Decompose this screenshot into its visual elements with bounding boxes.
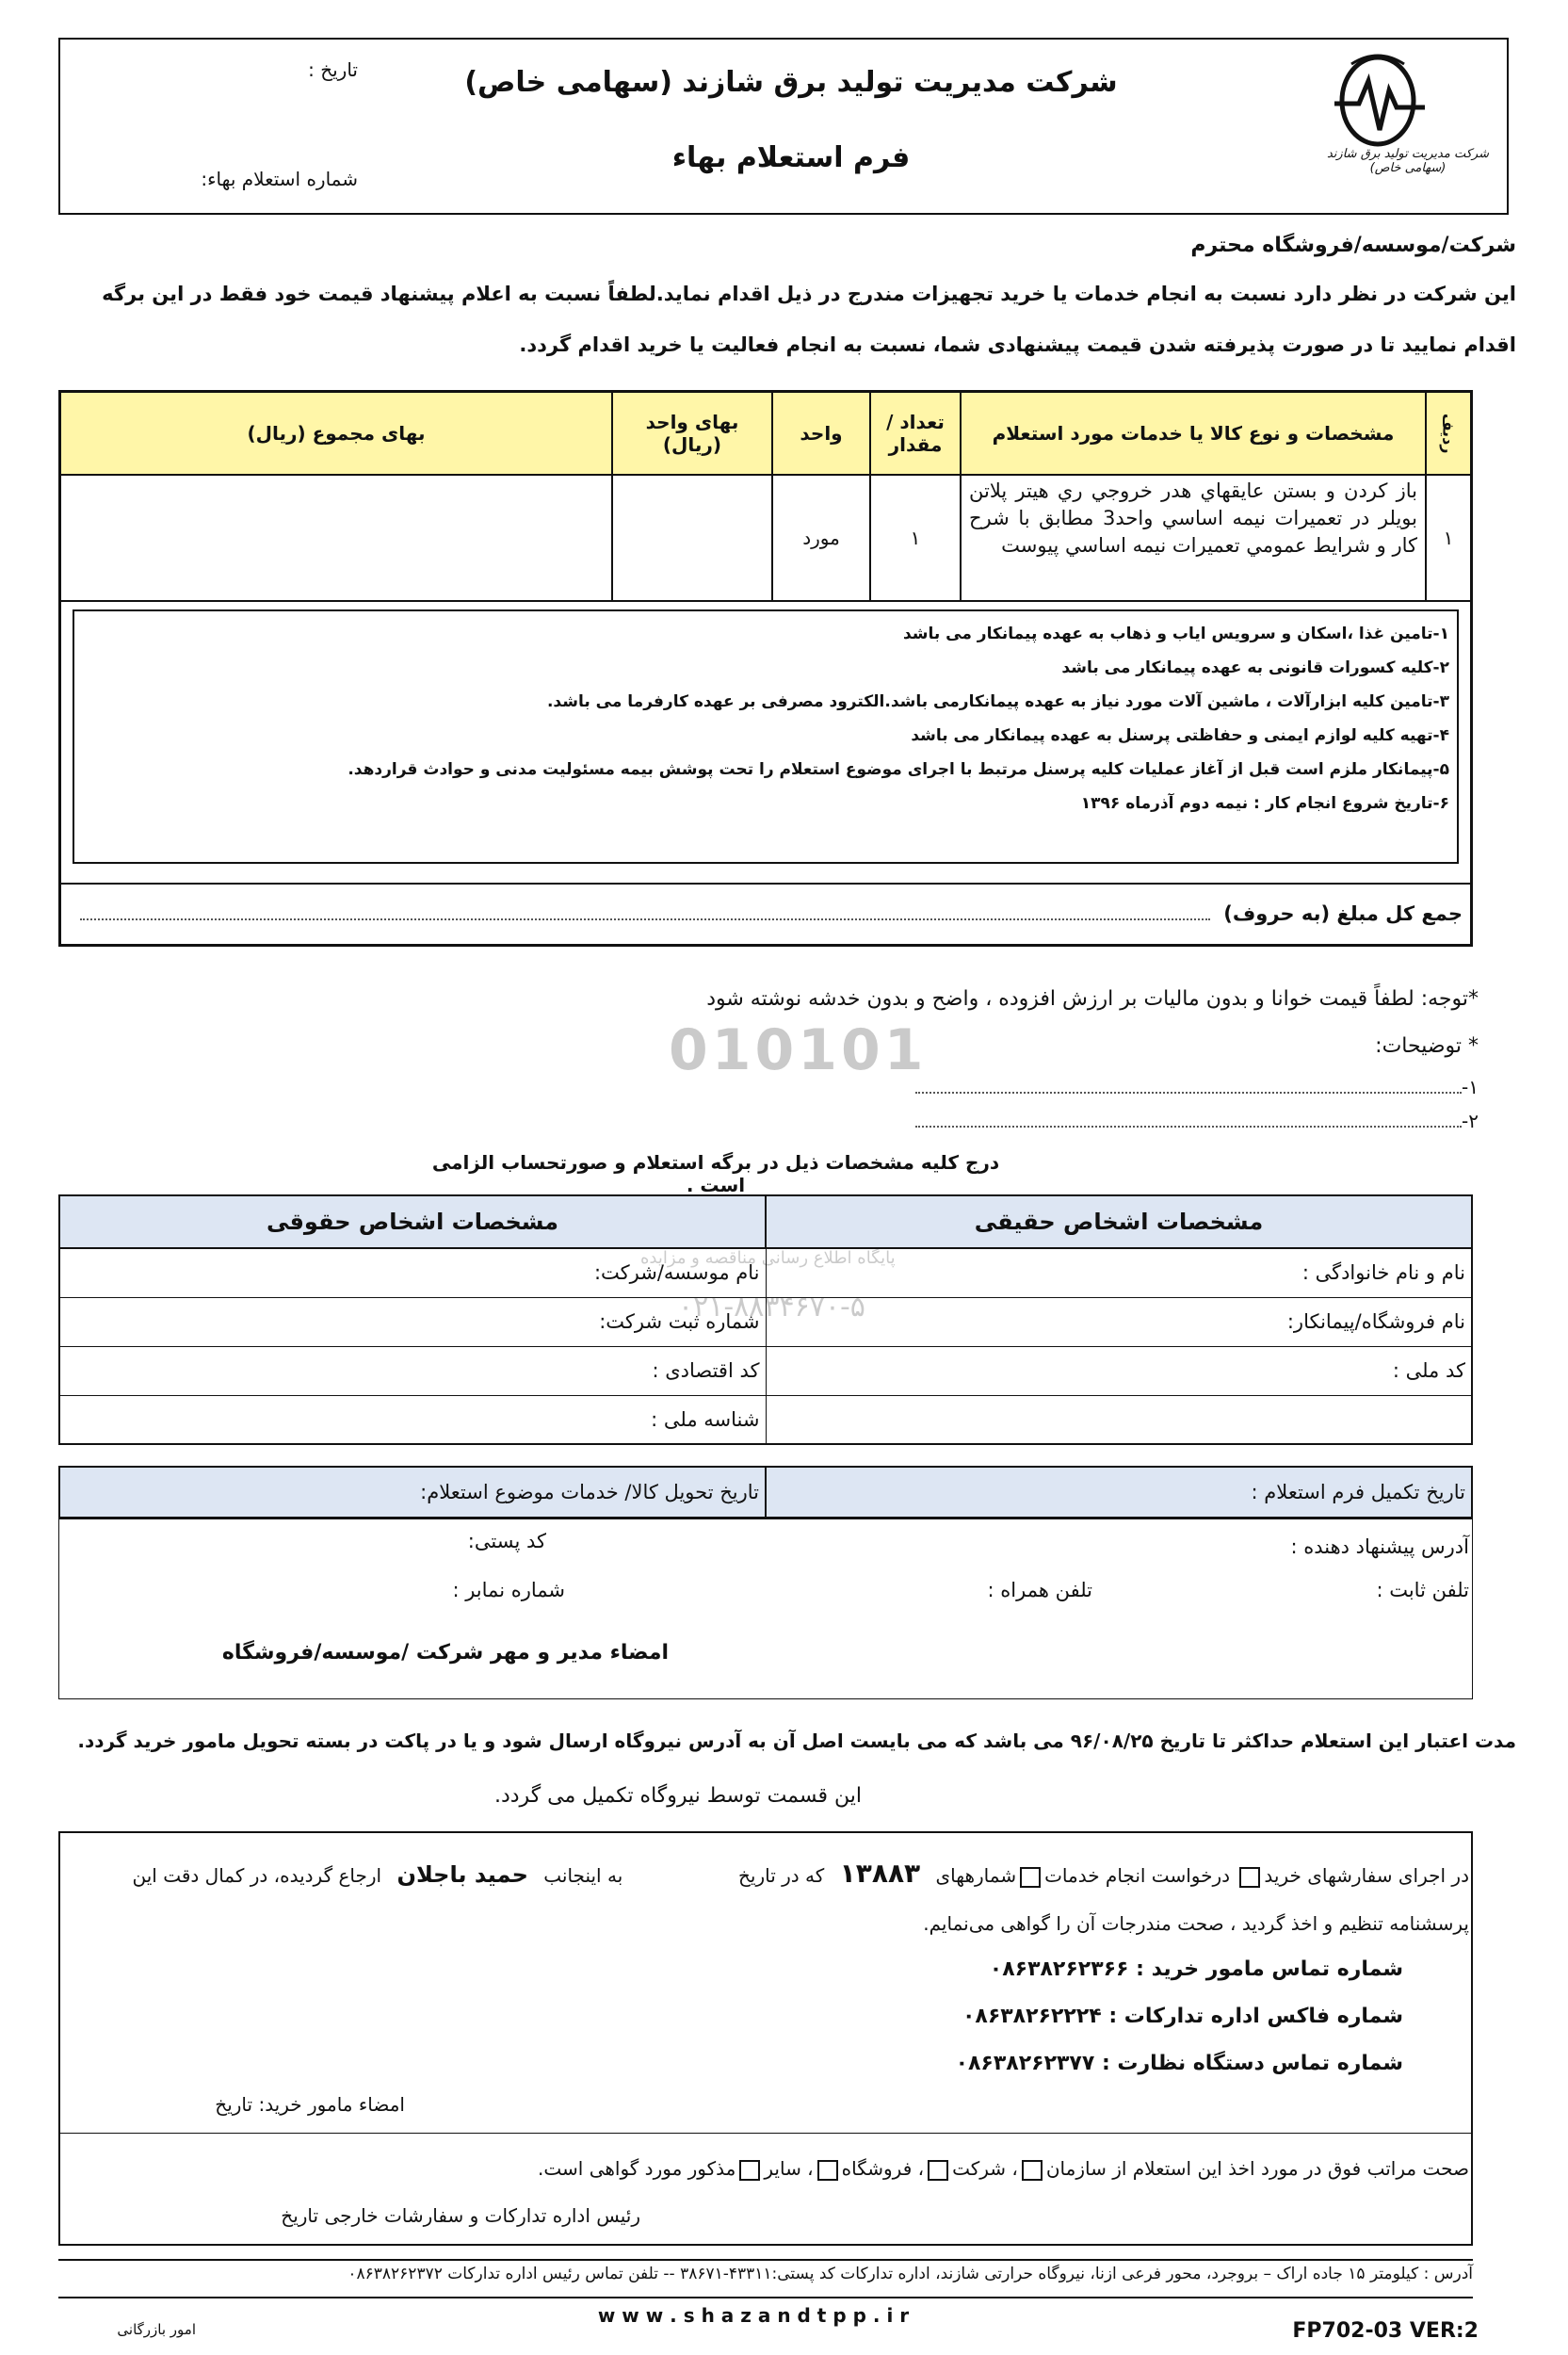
vendor-real-field[interactable]: کد ملی : — [766, 1346, 1472, 1395]
plant-text-d: که در تاریخ — [737, 1864, 825, 1887]
footer-rule — [58, 2259, 1473, 2261]
fax-field[interactable]: شماره نمابر : — [452, 1579, 565, 1601]
vendor-legal-field[interactable]: شناسه ملی : — [59, 1395, 766, 1444]
plant-section-box — [58, 1831, 1473, 2246]
vendor-table-header — [59, 1195, 1472, 1248]
service-request-checkbox[interactable] — [1020, 1867, 1041, 1888]
company-name: شرکت مدیریت تولید برق شازند (سهامی خاص) — [464, 66, 1118, 99]
table-row — [60, 475, 1472, 601]
inquiry-number-label: شماره استعلام بهاء: — [201, 168, 358, 190]
vendor-row — [59, 1297, 1472, 1346]
vendor-real-field[interactable]: نام فروشگاه/پیمانکار: — [766, 1297, 1472, 1346]
watermark-subtitle: پایگاه اطلاع رسانی مناقصه و مزایده — [640, 1248, 896, 1268]
verify-text-b: ، شرکت — [952, 2157, 1018, 2180]
items-table-header — [60, 392, 1472, 475]
form-title: فرم استعلام بهاء — [671, 141, 911, 174]
vendor-real-field[interactable]: نام و نام خانوادگی : — [766, 1248, 1472, 1297]
header-unit-price: بهای واحد (ریال) — [612, 392, 772, 475]
officer-signature-label: امضاء مامور خرید: تاریخ — [215, 2093, 405, 2116]
vendor-row — [59, 1248, 1472, 1297]
verify-text-e: مذکور مورد گواهی است. — [538, 2157, 736, 2180]
plant-text-e: به اینجانب — [543, 1864, 623, 1887]
attention-note: *توجه: لطفاً قیمت خوانا و بدون مالیات بر ارزش افزوده ، واضح و بدون خدشه نوشته شود — [706, 987, 1479, 1011]
footer-rule-2 — [58, 2297, 1473, 2298]
plant-text-f: ارجاع گردیده، در کمال دقت این — [132, 1864, 382, 1887]
signature-label: امضاء مدیر و مهر شرکت /موسسه/فروشگاه — [221, 1641, 669, 1665]
contact-supervision: شماره تماس دستگاه نظارت : ۰۸۶۳۸۲۶۲۳۷۷ — [955, 2052, 1403, 2075]
salutation: شرکت/موسسه/فروشگاه محترم — [1190, 234, 1516, 257]
officer-name: حمید باجلان — [396, 1861, 528, 1888]
total-words-cell[interactable] — [60, 884, 1472, 946]
plant-text-b: درخواست انجام خدمات — [1044, 1864, 1231, 1887]
header-total-price: بهای مجموع (ریال) — [60, 392, 613, 475]
other-checkbox[interactable] — [739, 2160, 760, 2181]
verify-text-c: ، فروشگاه — [841, 2157, 925, 2180]
order-number: ۱۳۸۸۳ — [839, 1858, 921, 1889]
vendor-row — [59, 1395, 1472, 1444]
cell-unit-price[interactable] — [612, 475, 772, 601]
vendor-row — [59, 1346, 1472, 1395]
verification-line — [75, 2157, 1469, 2181]
head-signature-label: رئیس اداره تدارکات و سفارشات خارجی تاریخ — [281, 2204, 640, 2227]
header-quantity: تعداد / مقدار — [870, 392, 961, 475]
purchase-order-checkbox[interactable] — [1239, 1867, 1260, 1888]
dates-row — [59, 1467, 1472, 1518]
vendor-legal-field[interactable]: کد اقتصادی : — [59, 1346, 766, 1395]
form-code: FP702-03 VER:2 — [1292, 2319, 1479, 2343]
legal-persons-title: مشخصات اشخاص حقوقی — [59, 1195, 766, 1248]
company-logo — [1314, 49, 1502, 181]
condition-item: ۵-پیمانکار ملزم است قبل از آغاز عملیات کلیه پرسنل مرتبط با اجرای موضوع استعلام را تحت پوشش بیمه مسئولیت مدنی و حوادث قراردهد. — [348, 759, 1449, 779]
vendor-legal-field[interactable]: شماره ثبت شرکت: — [59, 1297, 766, 1346]
explanation-line-1-field[interactable] — [915, 1092, 1462, 1094]
condition-item: ۱-تامین غذا ،اسکان و سرویس ایاب و ذهاب به عهده پیمانکار می باشد — [902, 624, 1449, 643]
company-checkbox[interactable] — [928, 2160, 948, 2181]
explanations-label: * توضیحات: — [1375, 1034, 1479, 1058]
explanation-line-2-field[interactable] — [915, 1126, 1462, 1128]
date-label: تاریخ : — [308, 58, 358, 81]
footer-website[interactable]: w w w . s h a z a n d t p p . i r — [597, 2304, 910, 2327]
condition-item: ۴-تهیه کلیه لوازم ایمنی و حفاظتی پرسنل به عهده پیمانکار می باشد — [911, 725, 1449, 745]
header-row-number: ردیف — [1426, 392, 1472, 475]
horizontal-divider — [58, 2133, 1473, 2134]
conditions-row — [60, 601, 1472, 884]
cell-total-price[interactable] — [60, 475, 613, 601]
vendor-table — [58, 1194, 1473, 1445]
total-words-label: جمع کل مبلغ (به حروف) — [1223, 902, 1463, 926]
total-words-field[interactable] — [80, 918, 1210, 920]
header-unit: واحد — [772, 392, 870, 475]
verify-text-a: صحت مراتب فوق در مورد اخذ این استعلام از سازمان — [1045, 2157, 1469, 2180]
mobile-field[interactable]: تلفن همراه : — [987, 1579, 1092, 1601]
conditions-list — [73, 609, 1459, 864]
validity-line-2: این قسمت توسط نیروگاه تکمیل می گردد. — [493, 1784, 863, 1808]
vendor-legal-field[interactable]: نام موسسه/شرکت: — [59, 1248, 766, 1297]
watermark-brand: ParsNamadData — [640, 1196, 897, 1229]
explanation-line-1[interactable] — [895, 1076, 1479, 1098]
condition-item: ۶-تاریخ شروع انجام کار : نیمه دوم آذرماه ۱۳۹۶ — [1080, 793, 1449, 813]
explanation-line-1-label: ۱- — [1462, 1076, 1479, 1098]
verify-text-d: ، سایر — [764, 2157, 814, 2180]
footer-address: آدرس : کیلومتر ۱۵ جاده اراک – بروجرد، محور فرعی ازنا، نیروگاه حرارتی شازند، اداره تدارکات کد پستی:۴۳۳۱۱-۳۸۶۷۱ -- تلفن تماس رئیس اداره تدارکات ۰۸۶۳۸۲۶۲۳۷۲ — [348, 2265, 1473, 2283]
delivery-date-field[interactable]: تاریخ تحویل کالا/ خدمات موضوع استعلام: — [59, 1467, 766, 1518]
conditions-cell — [60, 601, 1472, 884]
explanation-line-2[interactable] — [895, 1110, 1479, 1132]
plant-text-c: شمارههای — [935, 1864, 1017, 1887]
intro-line-1: این شرکت در نظر دارد نسبت به انجام خدمات یا خرید تجهیزات مندرج در ذیل اقدام نماید.لطفاً نسبت به اعلام پیشنهاد قیمت خود فقط در این برگه — [102, 283, 1516, 305]
header-description: مشخصات و نوع کالا یا خدمات مورد استعلام — [961, 392, 1426, 475]
condition-item: ۲-کلیه کسورات قانونی به عهده پیمانکار می باشد — [1061, 658, 1449, 677]
cell-row-number: ۱ — [1426, 475, 1472, 601]
real-persons-title: مشخصات اشخاص حقیقی — [766, 1195, 1472, 1248]
phone-field[interactable]: تلفن ثابت : — [1376, 1579, 1469, 1601]
logo-caption: شرکت مدیریت تولید برق شازند (سهامی خاص) — [1326, 147, 1489, 175]
intro-line-2: اقدام نمایید تا در صورت پذیرفته شدن قیمت پیشنهادی شما، نسبت به انجام فعالیت یا خرید اقدام گردد. — [519, 333, 1516, 356]
explanation-line-2-label: ۲- — [1462, 1110, 1479, 1132]
validity-line-1: مدت اعتبار این استعلام حداکثر تا تاریخ ۹۶/۰۸/۲۵ می باشد که می بایست اصل آن به آدرس نیروگاه ارسال شود و یا در پاکت در بسته تحویل مامور خرید گردد. — [77, 1730, 1516, 1752]
total-words-row — [60, 884, 1472, 946]
organization-checkbox[interactable] — [1022, 2160, 1043, 2181]
cell-quantity: ۱ — [870, 475, 961, 601]
watermark-digits: 010101 — [669, 1017, 928, 1083]
items-table — [58, 390, 1473, 947]
watermark-phone: ۰۲۱-۸۸۳۴۶۷۰-۵ — [678, 1291, 865, 1324]
store-checkbox[interactable] — [817, 2160, 838, 2181]
postal-code-field[interactable]: کد پستی: — [467, 1530, 546, 1552]
address-field[interactable]: آدرس پیشنهاد دهنده : — [1290, 1535, 1469, 1558]
plant-paragraph-2: پرسشنامه تنظیم و اخذ گردید ، صحت مندرجات آن را گواهی می‌نمایم. — [923, 1912, 1469, 1935]
plant-text-a: در اجرای سفارشهای خرید — [1264, 1864, 1469, 1887]
condition-item: ۳-تامین کلیه ابزارآلات ، ماشین آلات مورد نیاز به عهده پیمانکارمی باشد.الکترود مصرفی بر عهده کارفرما می باشد. — [546, 691, 1449, 711]
cell-unit: مورد — [772, 475, 870, 601]
mandatory-note: درج کلیه مشخصات ذیل در برگه استعلام و صورتحساب الزامی است . — [414, 1151, 1017, 1198]
dates-table — [58, 1466, 1473, 1519]
vendor-real-field[interactable] — [766, 1395, 1472, 1444]
cell-description: باز کردن و بستن عایقهاي هدر خروجي ري هيتر پلاتن بويلر در تعميرات نيمه اساسي واحد3 مطابق با شرح کار و شرايط عمومي تعميرات نيمه اساسي پيوست — [961, 475, 1426, 601]
plant-paragraph-1 — [75, 1858, 1469, 1889]
contact-purchase-officer: شماره تماس مامور خرید : ۰۸۶۳۸۲۶۲۳۶۶ — [989, 1957, 1403, 1981]
contact-procurement-fax: شماره فاکس اداره تدارکات : ۰۸۶۳۸۲۶۲۲۲۴ — [962, 2005, 1403, 2028]
footer-left-label: امور بازرگانی — [117, 2321, 196, 2338]
completion-date-field[interactable]: تاریخ تکمیل فرم استعلام : — [766, 1467, 1472, 1518]
